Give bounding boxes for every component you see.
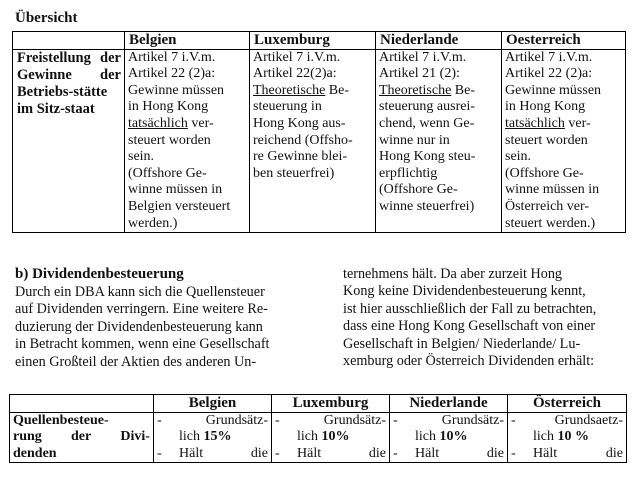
header-luxemburg: Luxemburg xyxy=(250,32,376,50)
cell-luxemburg: Artikel 7 i.V.m. Artikel 22(2)a: Theoretische Be- steuerung in Hong Kong aus- reichend (Offsho- re Gewinne blei- ben steuerfrei) xyxy=(250,49,376,233)
table-header-row xyxy=(13,32,626,50)
paragraph-line: ternehmens hält. Da aber zurzeit Hong xyxy=(343,266,563,282)
cell-niederlande: - Grundsätz- lich 10% - Hält die xyxy=(390,412,508,463)
dividend-table xyxy=(9,394,627,463)
paragraph-line: auf Dividenden verringern. Eine weitere Re- xyxy=(15,301,268,318)
header-oesterreich: Oesterreich xyxy=(502,32,626,50)
header-niederlande: Niederlande xyxy=(390,395,508,413)
cell-belgien: - Grundsätz- lich 15% - Hält die xyxy=(154,412,272,463)
paragraph-line: einen Großteil der Aktien des anderen Un- xyxy=(15,353,257,370)
cell-oesterreich: - Grundsaetz- lich 10 % - Hält die xyxy=(508,412,627,463)
paragraph-line: duzierung der Dividendenbesteuerung kann xyxy=(15,318,263,335)
cell-oesterreich: Artikel 7 i.V.m. Artikel 22 (2)a: Gewinne müssen in Hong Kong tatsächlich ver- steuert worden sein. (Offshore Ge- winne müssen in Österreich ver- steuert werden.) xyxy=(502,49,626,233)
text-column-left xyxy=(15,284,299,371)
exemption-table xyxy=(12,31,626,233)
table-row xyxy=(10,412,627,463)
paragraph-line: in Betracht kommen, wenn eine Gesellschaft xyxy=(15,336,270,353)
paragraph-line: dass eine Hong Kong Gesellschaft von einer xyxy=(343,318,596,335)
header-belgien: Belgien xyxy=(154,395,272,413)
paragraph-line: ist hier ausschließlich der Fall zu betrachten, xyxy=(343,300,597,317)
paragraph-line: Kong keine Dividendenbesteuerung kennt, xyxy=(343,283,586,300)
header-oesterreich: Österreich xyxy=(508,395,627,413)
cell-luxemburg: - Grundsätz- lich 10% - Hält die xyxy=(272,412,390,463)
row-label: Quellenbesteue- rung der Divi- denden xyxy=(10,412,154,463)
cell-belgien: Artikel 7 i.V.m. Artikel 22 (2)a: Gewinne müssen in Hong Kong tatsächlich ver- steuert worden sein. (Offshore Ge- winne müssen in Belgien versteuert werden.) xyxy=(125,49,250,233)
table-row xyxy=(13,49,626,233)
header-empty xyxy=(10,395,154,413)
table-header-row xyxy=(10,395,627,413)
text-column-right xyxy=(343,266,621,370)
header-empty xyxy=(13,32,125,50)
subsection-title: b) Dividendenbesteuerung xyxy=(15,266,184,282)
row-label: Freistellung der Gewinne der Betriebs-stätte im Sitz-staat xyxy=(13,49,125,233)
paragraph-line: Gesellschaft in Belgien/ Niederlande/ Lu- xyxy=(343,335,581,352)
paragraph-line: Durch ein DBA kann sich die Quellensteuer xyxy=(15,284,265,300)
header-belgien: Belgien xyxy=(125,32,250,50)
cell-niederlande: Artikel 7 i.V.m. Artikel 21 (2): Theoretische Be- steuerung ausrei- chend, wenn Ge- winne nur in Hong Kong steu- erpflichtig (Offshore Ge- winne steuerfrei) xyxy=(376,49,502,233)
paragraph-line: xemburg oder Österreich Dividenden erhält: xyxy=(343,353,595,370)
section-title: Übersicht xyxy=(15,10,78,26)
header-luxemburg: Luxemburg xyxy=(272,395,390,413)
header-niederlande: Niederlande xyxy=(376,32,502,50)
